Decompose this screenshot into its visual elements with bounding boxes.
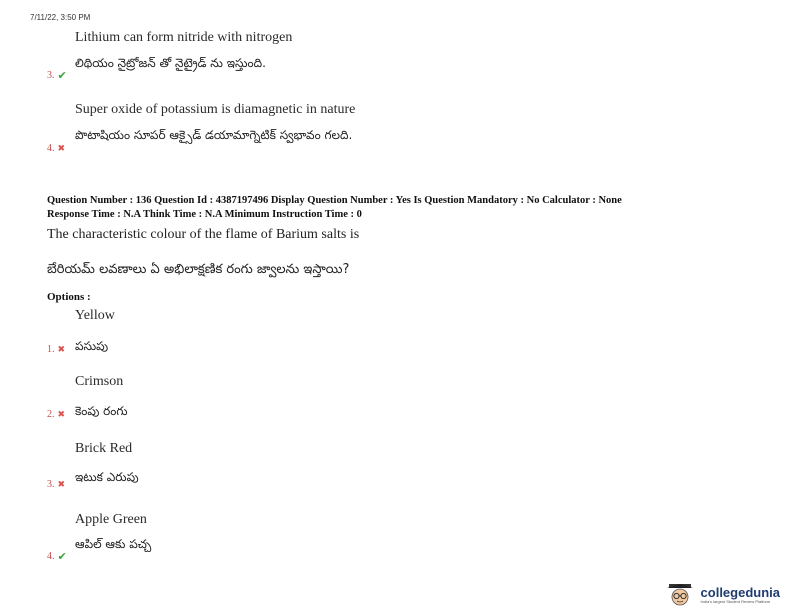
option-1-telugu: పసుపు xyxy=(75,339,109,353)
cross-icon: ✖ xyxy=(57,479,66,490)
option-3-english: Lithium can form nitride with nitrogen xyxy=(75,30,293,45)
option-number: 2. xyxy=(47,409,55,420)
option-2-english: Crimson xyxy=(75,374,124,389)
option-number: 3. xyxy=(47,479,55,490)
option-number: 3. xyxy=(47,70,55,81)
option-number: 4. xyxy=(47,551,55,562)
option-4-english: Apple Green xyxy=(75,512,147,527)
question-text-english: The characteristic colour of the flame of Barium salts is xyxy=(47,227,360,242)
cross-icon: ✖ xyxy=(57,143,66,154)
option-1-marker xyxy=(47,344,65,355)
option-1-english: Yellow xyxy=(75,308,115,323)
cross-icon: ✖ xyxy=(57,344,66,355)
check-icon: ✔ xyxy=(57,550,67,563)
option-4-telugu: పొటాషియం సూపర్ ఆక్సైడ్ డయామాగ్నెటిక్ స్వభావం గలది. xyxy=(75,128,353,142)
question-text-telugu: బేరియమ్ లవణాలు ఏ అభిలాక్షణిక రంగు జ్వాలను ఇస్తాయి? xyxy=(47,262,350,277)
option-3-telugu: లిథియం నైట్రోజన్ తో నైట్రైడ్ ను ఇస్తుంది. xyxy=(75,56,266,70)
check-icon: ✔ xyxy=(57,69,67,82)
option-4-telugu: ఆపిల్ ఆకు పచ్చ xyxy=(75,537,152,551)
option-3-english: Brick Red xyxy=(75,441,133,456)
option-3-marker xyxy=(47,69,67,82)
options-label: Options : xyxy=(47,291,91,303)
option-4-marker xyxy=(47,143,65,154)
option-3-telugu: ఇటుక ఎరుపు xyxy=(75,470,139,484)
option-4-english: Super oxide of potassium is diamagnetic in nature xyxy=(75,102,356,117)
option-3-marker xyxy=(47,479,65,490)
logo-text: collegedunia xyxy=(700,585,780,600)
cross-icon: ✖ xyxy=(57,409,66,420)
option-2-telugu: కెంపు రంగు xyxy=(75,404,128,418)
collegedunia-logo xyxy=(663,582,780,608)
timestamp: 7/11/22, 3:50 PM xyxy=(30,13,91,22)
question-meta-line-1: Question Number : 136 Question Id : 4387197496 Display Question Number : Yes Is Question Mandatory : No Calculator : None xyxy=(47,195,622,206)
question-meta-line-2: Response Time : N.A Think Time : N.A Minimum Instruction Time : 0 xyxy=(47,209,362,220)
mascot-icon xyxy=(663,582,697,608)
option-number: 1. xyxy=(47,344,55,355)
logo-tagline: India's largest Student Review Platform xyxy=(700,599,771,604)
option-number: 4. xyxy=(47,143,55,154)
option-4-marker xyxy=(47,550,67,563)
option-2-marker xyxy=(47,409,65,420)
